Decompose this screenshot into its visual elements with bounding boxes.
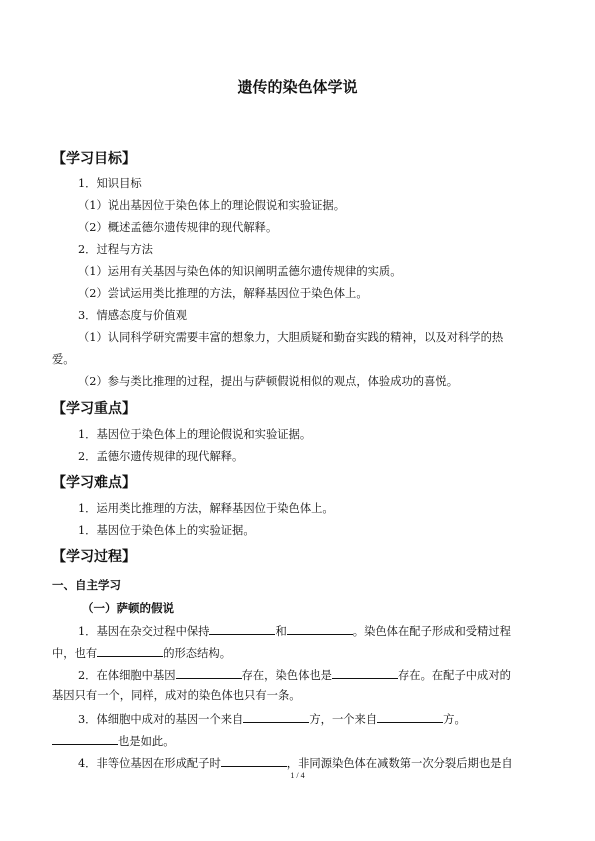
page-title: 遗传的染色体学说 [237,78,358,96]
fill-blank[interactable] [287,622,353,635]
key-points-heading: 【学习重点】 [52,401,136,417]
key-point-1: 1．基因位于染色体上的理论假说和实验证据。 [78,428,312,441]
fill-blank[interactable] [221,754,287,767]
knowledge-objective-2: （2）概述孟德尔遗传规律的现代解释。 [78,221,278,234]
fill-blank[interactable] [97,644,163,657]
self-study-section: 一、自主学习 [52,578,121,592]
attitude-objective-1-cont: 爱。 [52,353,75,366]
page-number: 1 / 4 [290,771,305,780]
fill-blank[interactable] [243,710,309,723]
process-heading: 【学习过程】 [52,549,136,565]
attitude-objective-1: （1）认同科学研究需要丰富的想象力，大胆质疑和勤奋实践的精神，以及对科学的热 [78,331,504,344]
fill-blank[interactable] [332,666,398,679]
attitude-objective-title: 3．情感态度与价值观 [78,309,187,322]
question-4-line-1: 4．非等位基因在形成配子时 ，非同源染色体在减数第一次分裂后期也是自 [78,754,513,772]
question-3-line-2: 也是如此。 [52,732,175,750]
key-point-2: 2．孟德尔遗传规律的现代解释。 [78,450,244,463]
fill-blank[interactable] [52,732,118,745]
fill-blank[interactable] [209,622,275,635]
knowledge-objective-title: 1．知识目标 [78,177,142,190]
process-objective-title: 2．过程与方法 [78,243,153,256]
fill-blank[interactable] [377,710,443,723]
question-1-line-1: 1．基因在杂交过程中保持 和 。染色体在配子形成和受精过程 [78,622,511,640]
sutton-hypothesis-subsection: （一）萨顿的假说 [82,601,174,615]
difficulty-2: 1．基因位于染色体上的实验证据。 [78,524,255,537]
process-objective-2: （2）尝试运用类比推理的方法，解释基因位于染色体上。 [78,287,368,300]
difficulty-1: 1．运用类比推理的方法，解释基因位于染色体上。 [78,502,334,515]
question-3-line-1: 3．体细胞中成对的基因一个来自 方，一个来自 方。 [78,710,466,728]
attitude-objective-2: （2）参与类比推理的过程，提出与萨顿假说相似的观点，体验成功的喜悦。 [78,375,458,388]
question-2-line-2: 基因只有一个，同样，成对的染色体也只有一条。 [52,689,301,702]
knowledge-objective-1: （1）说出基因位于染色体上的理论假说和实验证据。 [78,199,346,212]
process-objective-1: （1）运用有关基因与染色体的知识阐明孟德尔遗传规律的实质。 [78,265,402,278]
difficulties-heading: 【学习难点】 [52,475,136,491]
question-1-line-2: 中，也有 的形态结构。 [52,644,231,662]
question-2-line-1: 2．在体细胞中基因 存在，染色体也是 存在。在配子中成对的 [78,666,511,684]
fill-blank[interactable] [176,666,242,679]
objectives-heading: 【学习目标】 [52,151,136,167]
